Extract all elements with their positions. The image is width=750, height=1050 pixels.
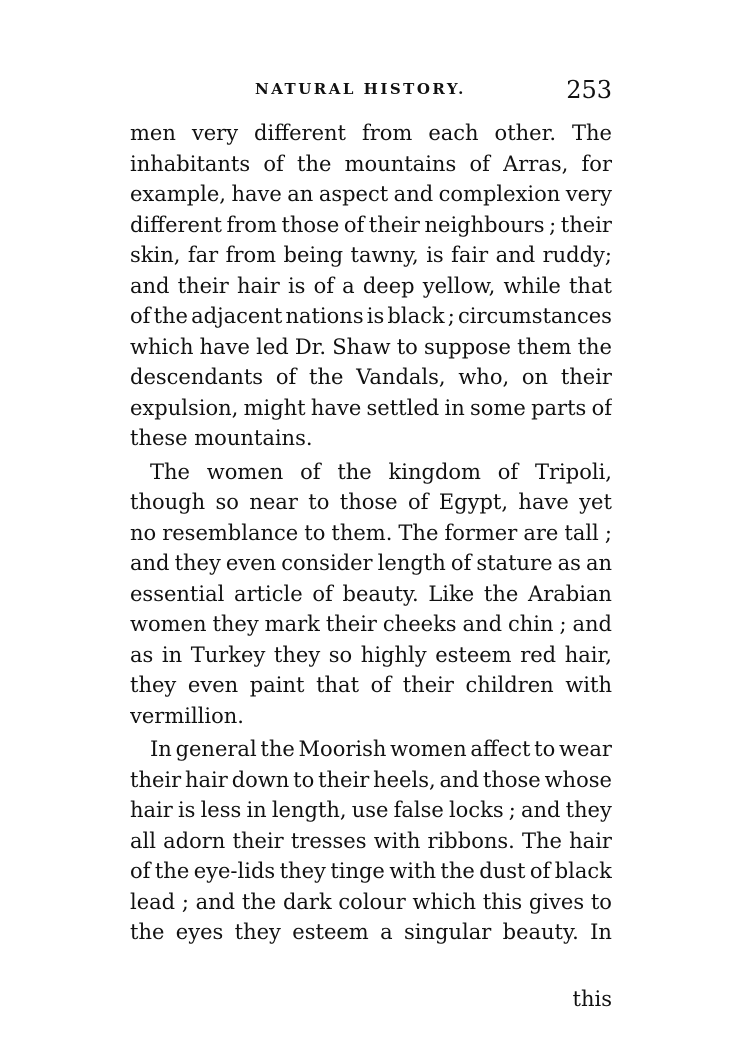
text-line: all adorn their tresses with ribbons. The hair [130,828,612,853]
text-line: inhabitants of the mountains of Arras, for [130,151,612,176]
text-line: vermillion. [130,703,244,728]
paragraph [130,118,612,454]
text-line: no resemblance to them. The former are tall ; [130,520,612,545]
text-line: and their hair is of a deep yellow, while that [130,273,612,298]
page-number: 253 [566,76,612,104]
text-line: The women of the kingdom of Tripoli, [150,459,612,484]
text-line: of the eye-lids they tinge with the dust of black [130,859,612,883]
paragraph [130,457,612,732]
text-line: skin, far from being tawny, is fair and ruddy; [130,243,612,267]
text-line: expulsion, might have settled in some parts of [130,395,612,420]
text-line: their hair down to their heels, and those whose [130,767,612,792]
paragraph [130,734,612,948]
text-line: example, have an aspect and complexion very [130,182,612,206]
catchword: this [572,987,612,1011]
text-line: In general the Moorish women affect to wear [150,737,612,761]
text-line: these mountains. [130,426,313,450]
text-line: essential article of beauty. Like the Arabian [130,581,612,606]
text-line: the eyes they esteem a singular beauty. In [130,920,612,944]
body-text [130,118,612,951]
text-line: of the adjacent nations is black ; circumstances [130,304,612,328]
text-line: men very different from each other. The [130,121,612,145]
text-line: lead ; and the dark colour which this gives to [130,889,612,914]
running-head [130,76,612,104]
text-line: women they mark their cheeks and chin ; and [130,612,612,636]
text-line: though so near to those of Egypt, have yet [130,490,612,514]
text-line: different from those of their neighbours ; their [130,212,612,237]
text-line: hair is less in length, use false locks ; and they [130,798,612,822]
text-line: as in Turkey they so highly esteem red hair, [130,642,612,667]
text-line: they even paint that of their children with [130,673,612,697]
text-line: descendants of the Vandals, who, on their [130,365,612,389]
running-title: NATURAL HISTORY. [255,80,466,98]
text-line: which have led Dr. Shaw to suppose them the [130,334,612,359]
text-line: and they even consider length of stature as an [130,551,612,575]
